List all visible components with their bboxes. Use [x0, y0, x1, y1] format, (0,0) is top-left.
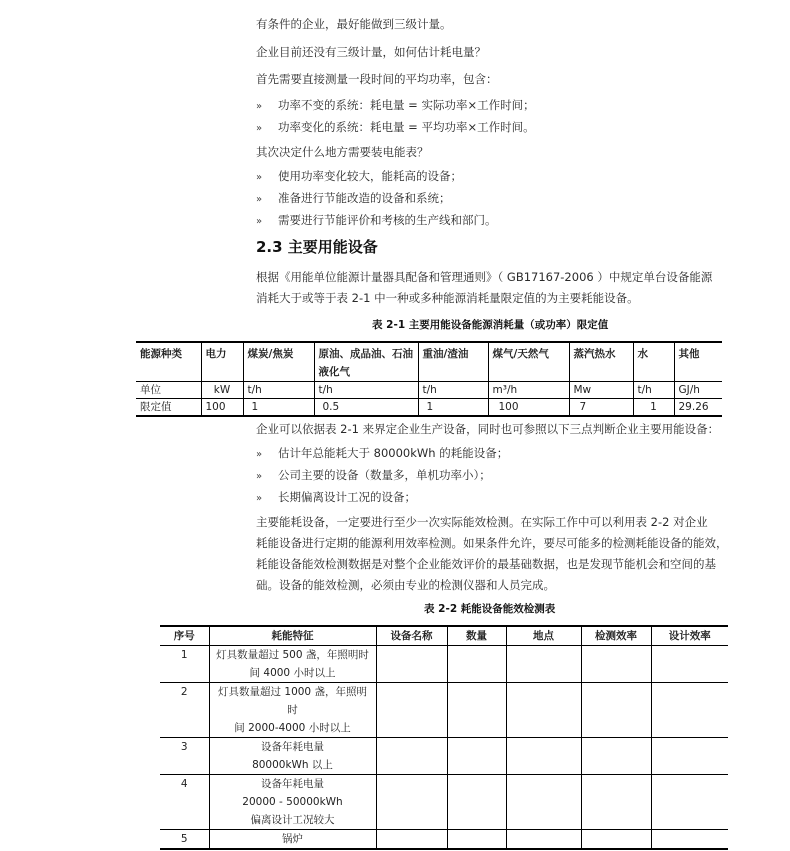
paragraph: 其次决定什么地方需要装电能表？ [256, 145, 429, 159]
table-cell: 7 [569, 399, 633, 417]
list-item-text: 长期偏离设计工况的设备； [278, 490, 416, 504]
paragraph: 企业可以依据表 2-1 来界定企业生产设备，同时也可参照以下三点判断企业主要用能设备： [256, 422, 720, 436]
measured-efficiency-cell[interactable] [581, 830, 651, 850]
row-number: 4 [160, 775, 209, 830]
bullet-icon: » [256, 471, 263, 482]
table-row [160, 830, 728, 850]
header-cell: 数量 [447, 626, 506, 646]
location-cell[interactable] [506, 775, 581, 830]
paragraph: 耗能设备能效检测数据是对整个企业能效评价的最基础数据，也是发现节能机会和空间的基 [256, 557, 716, 571]
quantity-cell[interactable] [447, 775, 506, 830]
list-item-text: 准备进行节能改造的设备和系统； [278, 191, 451, 205]
paragraph: 消耗大于或等于表 2-1 中一种或多种能源消耗量限定值的为主要耗能设备。 [256, 291, 639, 305]
measured-efficiency-cell[interactable] [581, 683, 651, 738]
table-cell: 100 [488, 399, 569, 417]
list-item-text: 使用功率变化较大，能耗高的设备； [278, 169, 462, 183]
paragraph: 础。设备的能效检测，必须由专业的检测仪器和人员完成。 [256, 578, 555, 592]
header-cell: 设计效率 [651, 626, 728, 646]
location-cell[interactable] [506, 738, 581, 775]
table-caption: 表 2-1 主要用能设备能源消耗量（或功率）限定值 [372, 319, 609, 331]
header-cell: 煤气/天然气 [488, 342, 569, 382]
header-cell: 序号 [160, 626, 209, 646]
feature-line: 灯具数量超过 500 盏，年照明时 [216, 649, 369, 661]
section-heading: 2.3 主要用能设备 [256, 238, 378, 256]
header-cell: 其他 [674, 342, 722, 382]
device-name-cell[interactable] [376, 646, 447, 683]
quantity-cell[interactable] [447, 646, 506, 683]
location-cell[interactable] [506, 830, 581, 850]
feature-cell [209, 646, 376, 683]
table-cell: GJ/h [674, 382, 722, 399]
paragraph: 主要能耗设备，一定要进行至少一次实际能效检测。在实际工作中可以利用表 2-2 对企业 [256, 515, 708, 529]
list-item-text: 需要进行节能评价和考核的生产线和部门。 [278, 213, 497, 227]
feature-line: 设备年耗电量 [261, 778, 324, 790]
table-cell: t/h [633, 382, 674, 399]
table-row [160, 775, 728, 830]
table-header-row [160, 626, 728, 646]
quantity-cell[interactable] [447, 738, 506, 775]
table-cell: 100 [201, 399, 243, 417]
header-cell: 原油、成品油、石油液化气 [314, 342, 418, 382]
bullet-icon: » [256, 172, 263, 183]
table-cell: 单位 [136, 382, 201, 399]
row-number: 3 [160, 738, 209, 775]
feature-line: 80000kWh 以上 [252, 759, 333, 771]
table-cell: 29.26 [674, 399, 722, 417]
list-item [256, 209, 497, 233]
list-item-text: 估计年总能耗大于 80000kWh 的耗能设备； [278, 446, 509, 460]
location-cell[interactable] [506, 683, 581, 738]
table-row [160, 683, 728, 738]
header-cell: 检测效率 [581, 626, 651, 646]
header-cell: 耗能特征 [209, 626, 376, 646]
location-cell[interactable] [506, 646, 581, 683]
bullet-icon: » [256, 216, 263, 227]
feature-line: 设备年耗电量 [261, 741, 324, 753]
feature-line: 20000 - 50000kWh [242, 796, 343, 808]
device-name-cell[interactable] [376, 775, 447, 830]
paragraph: 有条件的企业，最好能做到三级计量。 [256, 17, 452, 31]
bullet-icon: » [256, 101, 263, 112]
table-row [160, 646, 728, 683]
list-item [256, 116, 535, 140]
row-number: 1 [160, 646, 209, 683]
feature-cell [209, 775, 376, 830]
measured-efficiency-cell[interactable] [581, 646, 651, 683]
list-item-text: 公司主要的设备（数量多，单机功率小）； [278, 468, 491, 482]
feature-cell [209, 683, 376, 738]
table-header-row [136, 342, 722, 382]
table-cell: Mw [569, 382, 633, 399]
table-cell: m³/h [488, 382, 569, 399]
header-cell: 电力 [201, 342, 243, 382]
list-item [256, 165, 462, 189]
header-cell: 水 [633, 342, 674, 382]
paragraph: 首先需要直接测量一段时间的平均功率，包含： [256, 72, 498, 86]
header-cell: 重油/渣油 [418, 342, 488, 382]
table-cell: t/h [314, 382, 418, 399]
header-cell: 设备名称 [376, 626, 447, 646]
design-efficiency-cell[interactable] [651, 646, 728, 683]
bullet-icon: » [256, 493, 263, 504]
feature-cell [209, 738, 376, 775]
efficiency-test-table [160, 625, 728, 850]
header-cell: 煤炭/焦炭 [243, 342, 314, 382]
feature-cell [209, 830, 376, 850]
feature-line: 灯具数量超过 1000 盏，年照明时 [218, 686, 367, 716]
quantity-cell[interactable] [447, 830, 506, 850]
paragraph: 耗能设备进行定期的能源利用效率检测。如果条件允许，要尽可能多的检测耗能设备的能效， [256, 536, 728, 550]
table-row-units [136, 382, 722, 399]
feature-line: 间 4000 小时以上 [249, 667, 336, 679]
table-cell: 0.5 [314, 399, 418, 417]
paragraph: 企业目前还没有三级计量，如何估计耗电量？ [256, 45, 486, 59]
table-cell: t/h [243, 382, 314, 399]
table-row-limits [136, 399, 722, 417]
device-name-cell[interactable] [376, 738, 447, 775]
table-cell: 1 [418, 399, 488, 417]
feature-line: 偏离设计工况较大 [250, 814, 335, 826]
energy-limit-table [136, 341, 722, 417]
list-item [256, 486, 416, 510]
bullet-icon: » [256, 449, 263, 460]
bullet-icon: » [256, 194, 263, 205]
list-item [256, 464, 491, 488]
design-efficiency-cell[interactable] [651, 830, 728, 850]
list-item-text: 功率变化的系统：耗电量 = 平均功率×工作时间。 [278, 120, 535, 134]
row-number: 2 [160, 683, 209, 738]
header-cell: 地点 [506, 626, 581, 646]
table-cell: 1 [633, 399, 674, 417]
table-row [160, 738, 728, 775]
table-cell: 1 [243, 399, 314, 417]
table-cell: 限定值 [136, 399, 201, 417]
table-cell: kW [201, 382, 243, 399]
measured-efficiency-cell[interactable] [581, 775, 651, 830]
table-cell: t/h [418, 382, 488, 399]
table-caption: 表 2-2 耗能设备能效检测表 [424, 603, 556, 615]
device-name-cell[interactable] [376, 683, 447, 738]
bullet-icon: » [256, 123, 263, 134]
header-cell: 能源种类 [136, 342, 201, 382]
design-efficiency-cell[interactable] [651, 738, 728, 775]
list-item [256, 442, 508, 466]
list-item [256, 94, 535, 118]
device-name-cell[interactable] [376, 830, 447, 850]
row-number: 5 [160, 830, 209, 850]
list-item-text: 功率不变的系统：耗电量 = 实际功率×工作时间； [278, 98, 535, 112]
paragraph: 根据《用能单位能源计量器具配备和管理通则》（ GB17167-2006 ）中规定单台设备能源 [256, 270, 713, 284]
measured-efficiency-cell[interactable] [581, 738, 651, 775]
quantity-cell[interactable] [447, 683, 506, 738]
header-cell: 蒸汽热水 [569, 342, 633, 382]
design-efficiency-cell[interactable] [651, 683, 728, 738]
feature-line: 锅炉 [282, 833, 303, 845]
design-efficiency-cell[interactable] [651, 775, 728, 830]
list-item [256, 187, 451, 211]
feature-line: 间 2000-4000 小时以上 [234, 722, 351, 734]
